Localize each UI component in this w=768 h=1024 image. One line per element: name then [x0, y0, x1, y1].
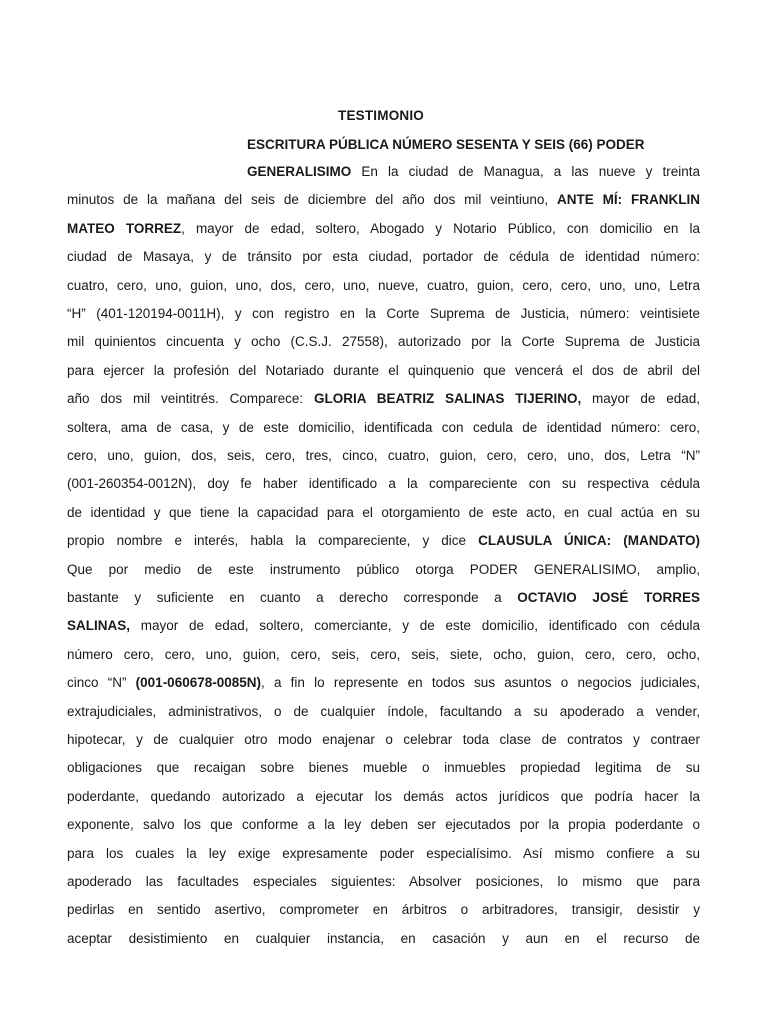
body-line [67, 789, 700, 805]
bold-text: GENERALISIMO [247, 164, 352, 179]
document-heading: ESCRITURA PÚBLICA NÚMERO SESENTA Y SEIS (66) PODER [247, 137, 645, 152]
body-line [67, 420, 700, 436]
document-title: TESTIMONIO [338, 108, 424, 123]
body-line [67, 448, 700, 464]
body-line [67, 476, 700, 492]
body-text: poderdante, quedando autorizado a ejecutar los demás actos jurídicos que podría hacer la [67, 788, 700, 804]
body-line [67, 306, 700, 322]
body-text: apoderado las facultades especiales siguientes: Absolver posiciones, lo mismo que para [67, 874, 700, 889]
bold-text: CLAUSULA ÚNICA: (MANDATO) [478, 533, 700, 549]
body-line [67, 874, 700, 890]
body-line [67, 590, 700, 606]
body-line [67, 363, 700, 379]
body-line [67, 505, 700, 521]
body-line [67, 533, 700, 549]
body-line [67, 675, 700, 691]
body-text: ciudad de Masaya, y de tránsito por esta ciudad, portador de cédula de identidad número: [67, 249, 700, 265]
bold-text: OCTAVIO JOSÉ TORRES [517, 590, 701, 605]
body-text: aceptar desistimiento en cualquier instancia, en casación y aun en el recurso de [67, 930, 700, 946]
body-text: bastante y suficiente en cuanto a derecho corresponde a [67, 590, 518, 605]
body-text: para los cuales la ley exige expresamente poder especialísimo. Así mismo confiere a su [67, 845, 700, 861]
body-text: “H” (401-120194-0011H), y con registro en la Corte Suprema de Justicia, número: veintisiete [67, 306, 700, 321]
body-line [67, 618, 700, 634]
body-line [67, 732, 700, 748]
body-text: hipotecar, y de cualquier otro modo enajenar o celebrar toda clase de contratos y contraer [67, 732, 700, 747]
body-text: , a fin lo represente en todos sus asuntos o negocios judiciales, [261, 675, 700, 691]
body-line [67, 192, 700, 208]
bold-text: (001-060678-0085N) [135, 675, 262, 691]
body-text: pedirlas en sentido asertivo, comprometer en árbitros o arbitradores, transigir, desistir y [67, 902, 700, 918]
body-text: propio nombre e interés, habla la compareciente, y dice [67, 533, 479, 549]
bold-text: GLORIA BEATRIZ SALINAS TIJERINO, [313, 391, 582, 407]
body-line [67, 902, 700, 918]
bold-text: SALINAS, [67, 618, 131, 634]
body-line [247, 164, 700, 180]
body-text: Que por medio de este instrumento público otorga PODER GENERALISIMO, amplio, [67, 561, 700, 577]
body-text: cinco “N” [67, 675, 136, 691]
body-line [67, 562, 700, 578]
body-text: obligaciones que recaigan sobre bienes mueble o inmuebles propiedad legitima de su [67, 760, 700, 776]
body-line [67, 931, 700, 947]
body-line [67, 647, 700, 663]
body-text: cero, uno, guion, dos, seis, cero, tres, cinco, cuatro, guion, cero, cero, uno, dos, Letra “N” [67, 448, 700, 463]
body-line [67, 817, 700, 833]
body-line [67, 334, 700, 350]
bold-text: MATEO TORREZ [67, 220, 182, 236]
body-text: En la ciudad de Managua, a las nueve y treinta [351, 164, 700, 179]
body-text: minutos de la mañana del seis de diciembre del año dos mil veintiuno, [67, 192, 557, 208]
body-text: soltera, ama de casa, y de este domicilio, identificada con cedula de identidad número: cero, [67, 419, 700, 435]
body-line [67, 760, 700, 776]
body-text: de identidad y que tiene la capacidad para el otorgamiento de este acto, en cual actúa en su [67, 504, 700, 520]
body-text: (001-260354-0012N), doy fe haber identificado a la compareciente con su respectiva cédula [67, 476, 700, 492]
body-text: mayor de edad, [581, 391, 700, 407]
body-line [67, 391, 700, 407]
body-line [67, 221, 700, 237]
body-line [67, 704, 700, 720]
body-text: año dos mil veintitrés. Comparece: [67, 391, 314, 407]
body-line [67, 278, 700, 294]
body-text: cuatro, cero, uno, guion, uno, dos, cero, uno, nueve, cuatro, guion, cero, cero, uno, uno, Letra [67, 277, 700, 293]
body-text: exponente, salvo los que conforme a la ley deben ser ejecutados por la propia poderdante o [67, 817, 700, 833]
body-text: mayor de edad, soltero, comerciante, y de este domicilio, identificado con cédula [130, 618, 700, 634]
body-text: para ejercer la profesión del Notariado durante el quinquenio que vencerá el dos de abril del [67, 362, 700, 378]
body-text: número cero, cero, uno, guion, cero, seis, cero, seis, siete, ocho, guion, cero, cero, ocho, [67, 646, 700, 662]
body-text: , mayor de edad, soltero, Abogado y Notario Público, con domicilio en la [181, 220, 700, 236]
body-text: extrajudiciales, administrativos, o de cualquier índole, facultando a su apoderado a vender, [67, 703, 700, 719]
body-line [67, 249, 700, 265]
body-text: mil quinientos cincuenta y ocho (C.S.J. 27558), autorizado por la Corte Suprema de Justicia [67, 334, 700, 350]
body-line [67, 846, 700, 862]
bold-text: ANTE MÍ: FRANKLIN [557, 192, 701, 208]
